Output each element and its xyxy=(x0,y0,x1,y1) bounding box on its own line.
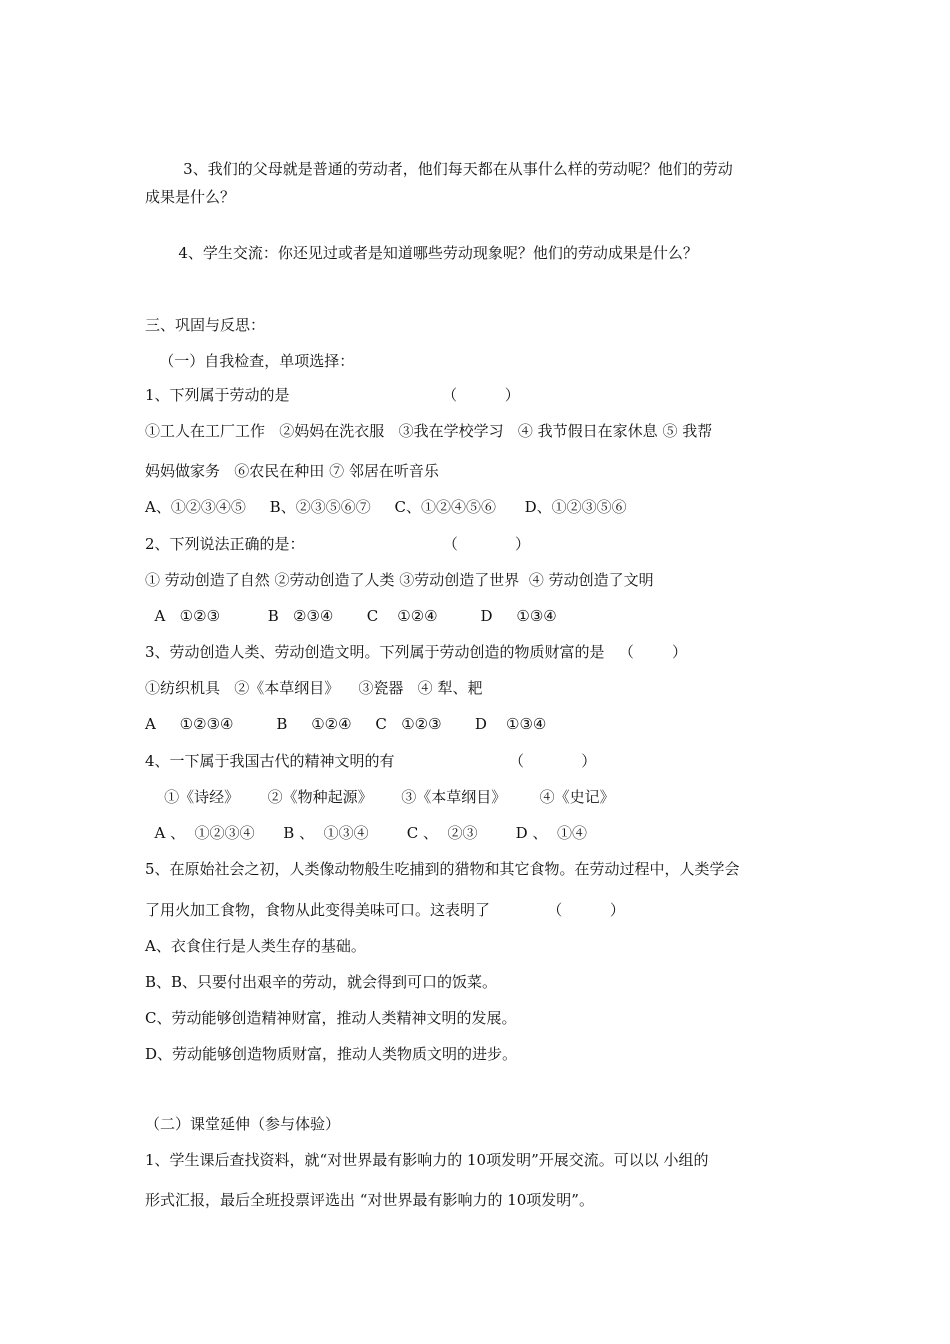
mc-1-stem: 1、下列属于劳动的是 （ ） xyxy=(145,386,520,404)
question-4-line: 4、学生交流：你还见过或者是知道哪些劳动现象呢？他们的劳动成果是什么？ xyxy=(145,244,698,262)
subsection-1-heading: （一）自我检查，单项选择： xyxy=(145,352,355,370)
mc-4-items: ①《诗经》 ②《物种起源》 ③《本草纲目》 ④《史记》 xyxy=(145,788,615,806)
mc-2-stem: 2、下列说法正确的是： （ ） xyxy=(145,535,531,553)
mc-1-options: A、①②③④⑤ B、②③⑤⑥⑦ C、①②④⑤⑥ D、①②③⑤⑥ xyxy=(145,498,627,516)
mc-1-items-line-1: ①工人在工厂工作 ②妈妈在洗衣服 ③我在学校学习 ④ 我节假日在家休息 ⑤ 我帮 xyxy=(145,422,713,440)
subsection-2-heading: （二）课堂延伸（参与体验） xyxy=(145,1115,341,1133)
mc-1-items-line-2: 妈妈做家务 ⑥农民在种田 ⑦ 邻居在听音乐 xyxy=(145,462,439,480)
mc-4-options: A 、 ①②③④ B 、 ①③④ C 、 ②③ D 、 ①④ xyxy=(145,824,588,842)
mc-5-stem-line-1: 5、在原始社会之初，人类像动物般生吃捕到的猎物和其它食物。在劳动过程中，人类学会 xyxy=(145,860,740,878)
mc-5-option-b: B、B、只要付出艰辛的劳动，就会得到可口的饭菜。 xyxy=(145,973,498,991)
mc-2-items: ① 劳动创造了自然 ②劳动创造了人类 ③劳动创造了世界 ④ 劳动创造了文明 xyxy=(145,571,654,589)
question-3-line-2: 成果是什么？ xyxy=(145,188,236,206)
mc-2-options: A ①②③ B ②③④ C ①②④ D ①③④ xyxy=(145,607,557,625)
mc-5-option-c: C、劳动能够创造精神财富，推动人类精神文明的发展。 xyxy=(145,1009,517,1027)
mc-3-options: A ①②③④ B ①②④ C ①②③ D ①③④ xyxy=(145,715,547,733)
mc-5-option-d: D、劳动能够创造物质财富，推动人类物质文明的进步。 xyxy=(145,1045,518,1063)
mc-5-stem-line-2: 了用火加工食物，食物从此变得美味可口。这表明了 （ ） xyxy=(145,901,625,919)
mc-3-items: ①纺织机具 ②《本草纲目》 ③瓷器 ④ 犁、耙 xyxy=(145,679,483,697)
mc-4-stem: 4、一下属于我国古代的精神文明的有 （ ） xyxy=(145,752,597,770)
mc-3-stem: 3、劳动创造人类、劳动创造文明。下列属于劳动创造的物质财富的是 （ ） xyxy=(145,643,687,661)
section-3-heading: 三、巩固与反思： xyxy=(145,316,266,334)
mc-5-option-a: A、衣食住行是人类生存的基础。 xyxy=(145,937,366,955)
question-3-line-1: 3、我们的父母就是普通的劳动者，他们每天都在从事什么样的劳动呢？他们的劳动 xyxy=(145,160,733,178)
extension-1-line-2: 形式汇报，最后全班投票评选出 “对世界最有影响力的 10项发明”。 xyxy=(145,1191,594,1209)
extension-1-line-1: 1、学生课后查找资料，就“对世界最有影响力的 10项发明”开展交流。可以以 小组的 xyxy=(145,1151,709,1169)
